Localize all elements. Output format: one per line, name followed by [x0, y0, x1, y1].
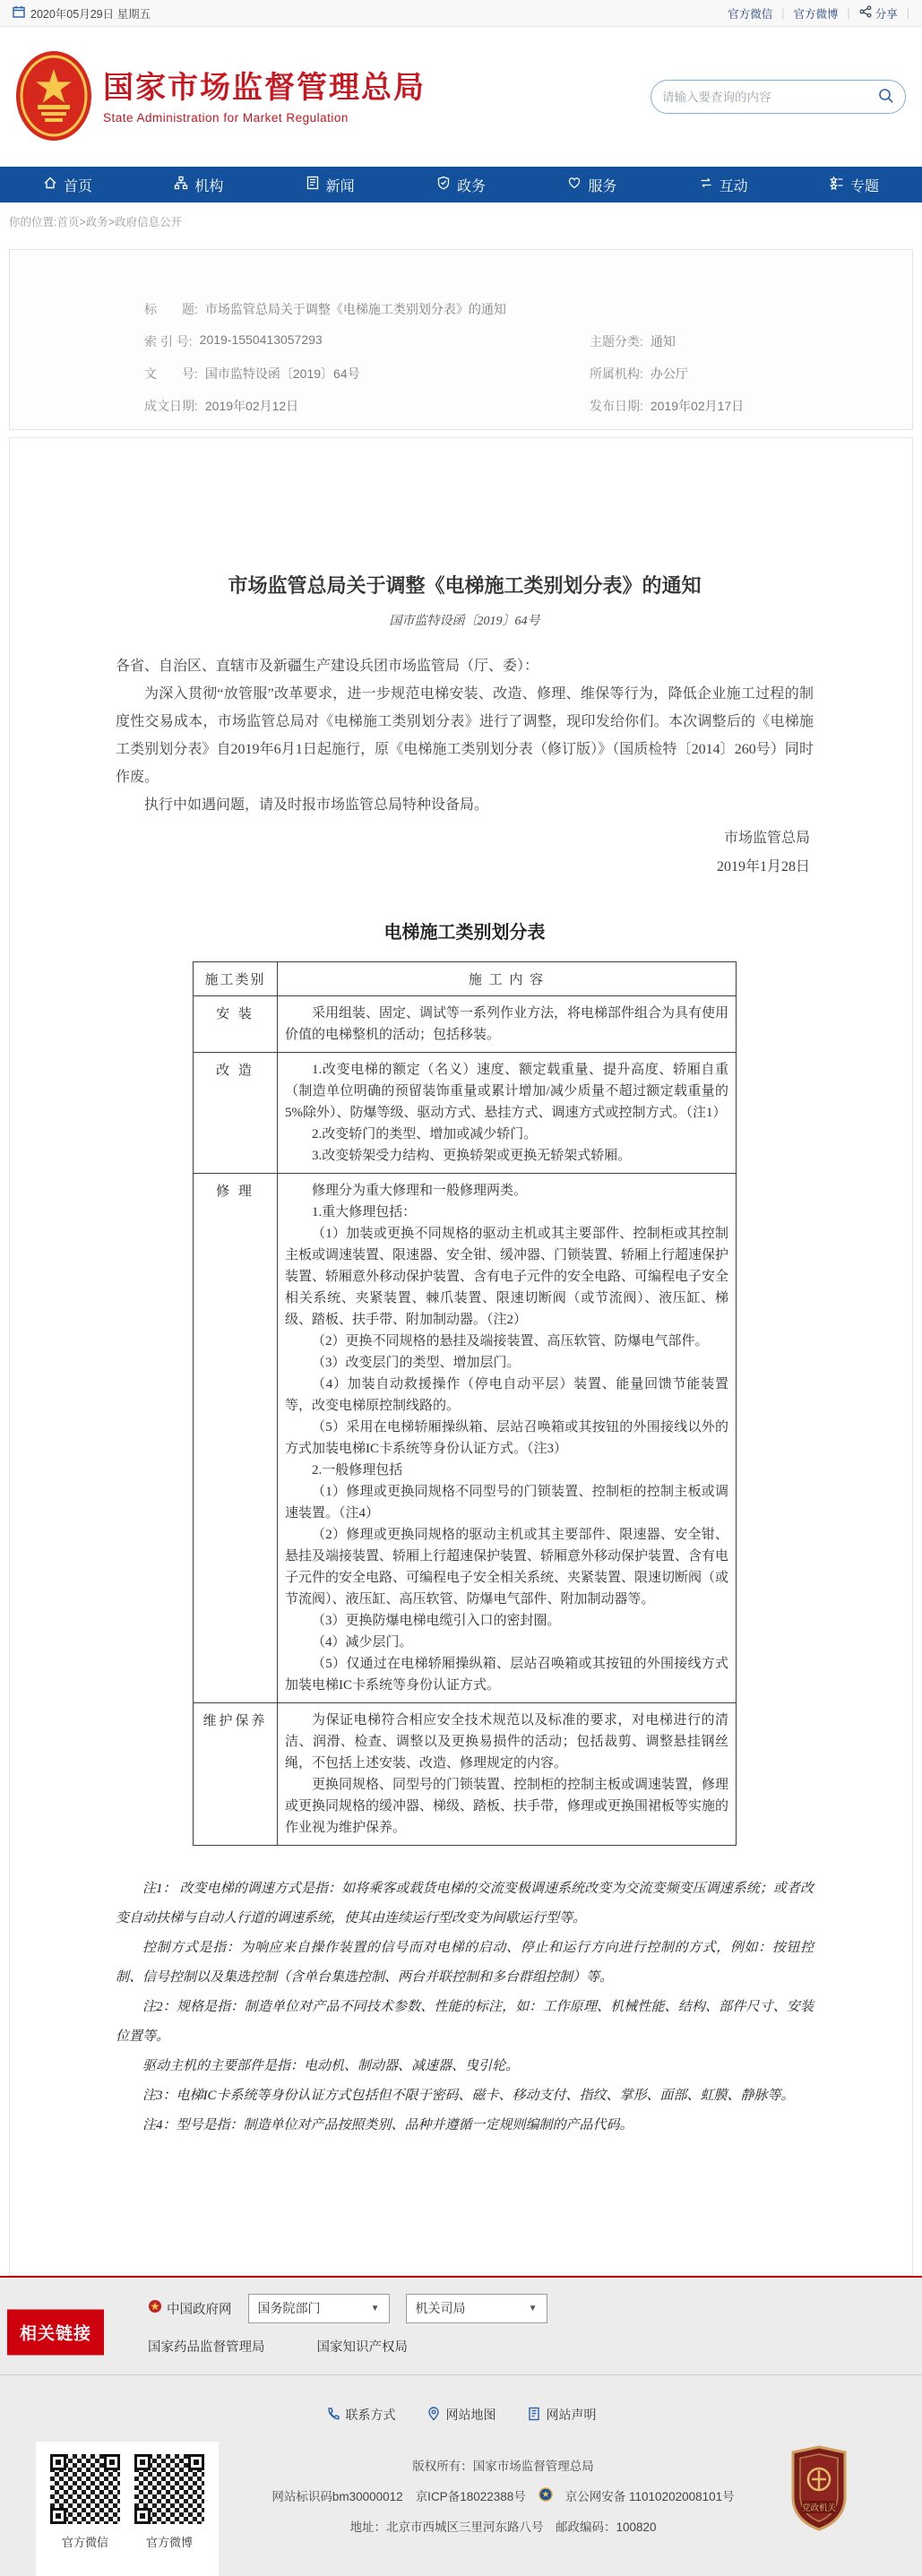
weibo-qr-label: 官方微博 [145, 2536, 193, 2549]
text-line: （4）加装自动救援操作（停电自动平层）装置、能量回馈节能装置等，改变电梯原控制线路的。 [285, 1377, 728, 1413]
meta-pubdate [590, 397, 744, 415]
document-meta-box [9, 249, 913, 430]
breadcrumb[interactable]: 你的位置:首页>政务>政府信息公开 [9, 216, 183, 228]
weibo-qr-image [134, 2454, 204, 2524]
weibo-qr [134, 2454, 204, 2565]
text-line: 2.改变轿门的类型、增加或减少轿门。 [312, 1127, 538, 1142]
table-header-content: 施 工 内 容 [278, 962, 737, 996]
meta-pubdate-value: 2019年02月17日 [650, 399, 745, 413]
table-row [194, 1174, 737, 1703]
site-code: 网站标识码bm30000012 [271, 2490, 403, 2503]
text-line: （3）改变层门的类型、增加层门。 [312, 1356, 521, 1370]
wechat-qr [50, 2454, 120, 2565]
row-category: 修 理 [194, 1174, 278, 1703]
site-title: 国家市场监督管理总局 [103, 70, 426, 105]
text-line: （3）更换防爆电梯电缆引入口的密封圈。 [312, 1614, 561, 1628]
meta-date-label: 成文日期: [144, 399, 198, 413]
divider [0, 2374, 922, 2375]
meta-index-label: 索 引 号: [144, 334, 193, 349]
meta-docno [144, 365, 590, 383]
text-line: 注1： 改变电梯的调速方式是指：如将乘客或载货电梯的交流变极调速系统改变为交流变频变压调速系统；或者改变自动扶梯与自动人行道的调速系统，使其由连续运行型改变为间歇运行型等。 [116, 1882, 814, 1926]
nav-item-services[interactable] [567, 175, 616, 195]
meta-title [144, 300, 506, 318]
document-paragraph: 为深入贯彻“放管服”改革要求，进一步规范电梯安装、改造、修理、维保等行为，降低企业施工过程的制度性交易成本，市场监管总局对《电梯施工类别划分表》进行了调整，现印发给你们。本次调整后的《电梯施工类别划分表》自2019年6月1日起施行，原《电梯施工类别划分表（修订版）》（国质检特〔2014〕260号）同时作废。 [116, 686, 814, 785]
contact-label: 联系方式 [345, 2408, 396, 2422]
meta-docno-value: 国市监特设函〔2019〕64号 [204, 366, 360, 381]
text-line: （1）加装或更换不同规格的驱动主机或其主要部件、控制柜或其控制主板或调速装置、限速器、安全钳、缓冲器、门锁装置、轿厢上行超速保护装置、轿厢意外移动保护装置、含有电子元件的安全电路、可编程电子安全相关系统、夹紧装置、棘爪装置、限速切断阀（或节流阀）、液压缸、梯级、踏板、扶手带、附加制动器。（注2） [285, 1227, 729, 1327]
wechat-link[interactable]: 官方微信 [728, 7, 773, 21]
search-icon [878, 88, 894, 107]
meta-category [590, 332, 676, 350]
nav-label: 首页 [64, 178, 93, 194]
text-line: 驱动主机的主要部件是指：电动机、制动器、减速器、曳引轮。 [142, 2059, 520, 2073]
share-icon [859, 5, 872, 21]
elevator-classification-table [193, 961, 737, 1846]
copyright-block [219, 2442, 788, 2576]
contact-link[interactable] [326, 2406, 396, 2424]
site-footer [0, 2386, 922, 2576]
text-line: 3.改变轿架受力结构、更换轿架或更换无轿架式轿厢。 [312, 1149, 632, 1163]
wechat-qr-image [50, 2454, 120, 2524]
calendar-icon [13, 5, 25, 21]
nav-item-home[interactable] [43, 175, 92, 195]
current-date [13, 5, 151, 22]
sitemap-label: 网站地图 [445, 2408, 496, 2422]
sitemap-link[interactable] [427, 2406, 496, 2424]
text-line: 1.重大修理包括： [312, 1205, 417, 1219]
text-line: 1.改变电梯的额定（名义）速度、额定载重量、提升高度、轿厢自重（制造单位明确的预留装饰重量或累计增加/减少质量不超过额定载重量的5%除外）、防爆等级、驱动方式、悬挂方式、调速方式或控制方式。（注1） [285, 1063, 728, 1120]
copyright-line: 版权所有：国家市场监督管理总局 [412, 2460, 594, 2473]
separator: | [906, 6, 909, 20]
location-icon [427, 2407, 441, 2424]
nav-item-topics[interactable] [830, 175, 879, 195]
table-header-category: 施工类别 [194, 962, 278, 996]
heart-icon [567, 176, 582, 194]
text-line: （4）减少层门。 [312, 1635, 413, 1650]
table-row [194, 996, 737, 1053]
meta-date-value: 2019年02月12日 [204, 399, 299, 413]
org-chart-icon [174, 176, 188, 194]
site-header [0, 27, 922, 167]
text-line: 注2：规格是指：制造单位对产品不同技术参数、性能的标注，如：工作原理、机械性能、结构、部件尺寸、安装位置等。 [116, 2000, 814, 2044]
weibo-link[interactable]: 官方微博 [793, 7, 839, 21]
nav-label: 新闻 [325, 178, 355, 194]
date-text: 2020年05月29日 星期五 [30, 7, 151, 21]
police-number: 京公网安备 11010202008101号 [564, 2490, 735, 2503]
text-line: 注4：型号是指：制造单位对产品按照类别、品种并遵循一定规则编制的产品代码。 [142, 2118, 633, 2132]
search-box [651, 80, 906, 114]
statement-label: 网站声明 [546, 2408, 597, 2422]
gov-emblem-icon [148, 2299, 162, 2317]
meta-index-value: 2019-1550413057293 [199, 332, 323, 347]
row-content [278, 1053, 737, 1174]
icp-number: 京ICP备18022388号 [415, 2490, 526, 2503]
nav-item-government-affairs[interactable] [436, 175, 486, 195]
document-icon [527, 2407, 541, 2424]
text-line: 为保证电梯符合相应安全技术规范以及标准的要求，对电梯进行的清洁、润滑、检查、调整以及更换易损件的活动；包括裁剪、调整悬挂钢丝绳，不包括上述安装、改造、修理规定的内容。 [285, 1713, 728, 1770]
text-line: 2.一般修理包括 [312, 1463, 403, 1478]
swap-arrows-icon [699, 176, 713, 194]
chevron-down-icon: ▼ [528, 2303, 538, 2313]
meta-pubdate-label: 发布日期: [590, 399, 643, 413]
nav-item-news[interactable] [306, 175, 355, 195]
row-content [278, 1703, 737, 1846]
text-line: 更换同规格、同型号的门锁装置、控制柜的控制主板或调速装置，修理或更换同规格的缓冲器、梯级、踏板、扶手带，修理或更换围裙板等实施的作业视为维护保养。 [285, 1778, 729, 1835]
table-row [194, 1053, 737, 1174]
text-line: （2）更换不同规格的悬挂及端接装置、高压软管、防爆电气部件。 [312, 1334, 709, 1348]
table-header-row [194, 962, 737, 996]
document-sign-date: 2019年1月28日 [716, 859, 810, 874]
nav-label: 政务 [456, 178, 486, 194]
address-line: 地址：北京市西城区三里河东路八号 邮政编码：100820 [349, 2520, 657, 2534]
qr-code-card [36, 2442, 219, 2576]
site-logo[interactable] [13, 49, 426, 145]
wechat-qr-label: 官方微信 [61, 2536, 108, 2549]
text-line: （5）仅通过在电梯轿厢操纵箱、层站召唤箱或其按钮的外围接线方式加装电梯IC卡系统等身份认证方式。 [285, 1657, 728, 1693]
gov-website-label: 中国政府网 [167, 2302, 232, 2317]
document-number: 国市监特设函〔2019〕64号 [389, 615, 540, 628]
meta-org-label: 所属机构: [590, 366, 643, 381]
top-utility-bar [0, 0, 922, 27]
row-category: 改 造 [194, 1053, 278, 1174]
star-list-icon [830, 176, 844, 194]
related-links-section [0, 2278, 922, 2386]
meta-title-value: 市场监管总局关于调整《电梯施工类别划分表》的通知 [204, 302, 506, 316]
phone-icon [326, 2407, 340, 2424]
nav-label: 互动 [719, 178, 748, 194]
text-line: （1）修理或更换同规格不同型号的门锁装置、控制柜的控制主板或调速装置。（注4） [285, 1485, 728, 1521]
shield-icon [436, 176, 451, 194]
document-signer: 市场监管总局 [723, 831, 810, 846]
meta-title-label: 标 题: [144, 302, 198, 316]
document-notes [116, 1874, 814, 2141]
gov-website-link[interactable] [148, 2299, 232, 2318]
party-government-badge [788, 2445, 850, 2576]
nav-label: 机构 [194, 178, 224, 194]
document-title: 市场监管总局关于调整《电梯施工类别划分表》的通知 [228, 574, 702, 597]
table-row [194, 1703, 737, 1846]
meta-index [144, 332, 590, 350]
document-salutation: 各省、自治区、直辖市及新疆生产建设兵团市场监管局（厅、委）： [116, 659, 539, 674]
search-input[interactable] [662, 90, 878, 104]
nav-item-organization[interactable] [174, 175, 223, 195]
select-value: 机关司局 [415, 2301, 466, 2315]
text-line: （2）修理或更换同规格的驱动主机或其主要部件、限速器、安全钳、悬挂及端接装置、轿厢上行超速保护装置、轿厢意外移动保护装置、含有电子元件的安全电路、可编程电子安全相关系统、夹紧装置、限速切断阀（或节流阀）、液压缸、高压软管、防爆电气部件、附加制动器等。 [285, 1528, 729, 1607]
nmpa-link[interactable]: 国家药品监督管理局 [148, 2339, 265, 2355]
police-badge-icon [539, 2487, 553, 2504]
meta-category-label: 主题分类: [590, 334, 643, 349]
text-line: 采用组装、固定、调试等一系列作业方法，将电梯部件组合为具有使用价值的电梯整机的活动；包括移装。 [285, 1006, 729, 1042]
meta-category-value: 通知 [650, 334, 676, 349]
main-nav [0, 167, 922, 202]
table-title: 电梯施工类别划分表 [383, 923, 546, 943]
row-category: 安 装 [194, 996, 278, 1053]
meta-docno-label: 文 号: [144, 366, 198, 381]
document-content [9, 437, 913, 2276]
chevron-down-icon: ▼ [370, 2303, 380, 2313]
meta-org [590, 365, 688, 383]
site-title-english: State Administration for Market Regulation [103, 110, 349, 125]
separator: | [847, 6, 850, 20]
text-line: 控制方式是指：为响应来自操作装置的信号而对电梯的启动、停止和运行方向进行控制的方式，例如：按钮控制、信号控制以及集选控制（含单台集选控制、两台并联控制和多台群组控制）等。 [116, 1941, 814, 1985]
document-paragraph: 执行中如遇问题，请及时报市场监管总局特种设备局。 [144, 797, 489, 813]
badge-label: 党政机关 [801, 2503, 837, 2513]
cnipa-link[interactable]: 国家知识产权局 [316, 2339, 408, 2355]
news-icon [306, 176, 320, 194]
nav-label: 服务 [588, 178, 617, 194]
row-content [278, 996, 737, 1053]
share-label: 分享 [875, 7, 898, 21]
select-value: 国务院部门 [257, 2301, 321, 2315]
related-links-badge: 相关链接 [7, 2309, 104, 2355]
meta-org-value: 办公厅 [650, 366, 688, 381]
state-council-departments-select[interactable] [248, 2294, 390, 2323]
row-category: 维护保养 [194, 1703, 278, 1846]
share-link[interactable] [859, 5, 898, 22]
home-icon [43, 176, 57, 194]
text-line: 修理分为重大修理和一般修理两类。 [312, 1184, 528, 1198]
nav-item-interaction[interactable] [699, 175, 748, 195]
separator: | [781, 6, 785, 20]
national-emblem-icon [13, 49, 94, 145]
meta-date [144, 397, 590, 415]
text-line: （5）采用在电梯轿厢操纵箱、层站召唤箱或其按钮的外围接线以外的方式加装电梯IC卡系统等身份认证方式。（注3） [285, 1420, 728, 1456]
text-line: 注3：电梯IC卡系统等身份认证方式包括但不限于密码、磁卡、移动支付、指纹、掌形、面部、虹膜、静脉等。 [142, 2089, 795, 2103]
statement-link[interactable] [527, 2406, 597, 2424]
internal-bureaus-select[interactable] [406, 2294, 547, 2323]
nav-label: 专题 [849, 178, 879, 194]
search-button[interactable] [878, 88, 894, 107]
row-content [278, 1174, 737, 1703]
